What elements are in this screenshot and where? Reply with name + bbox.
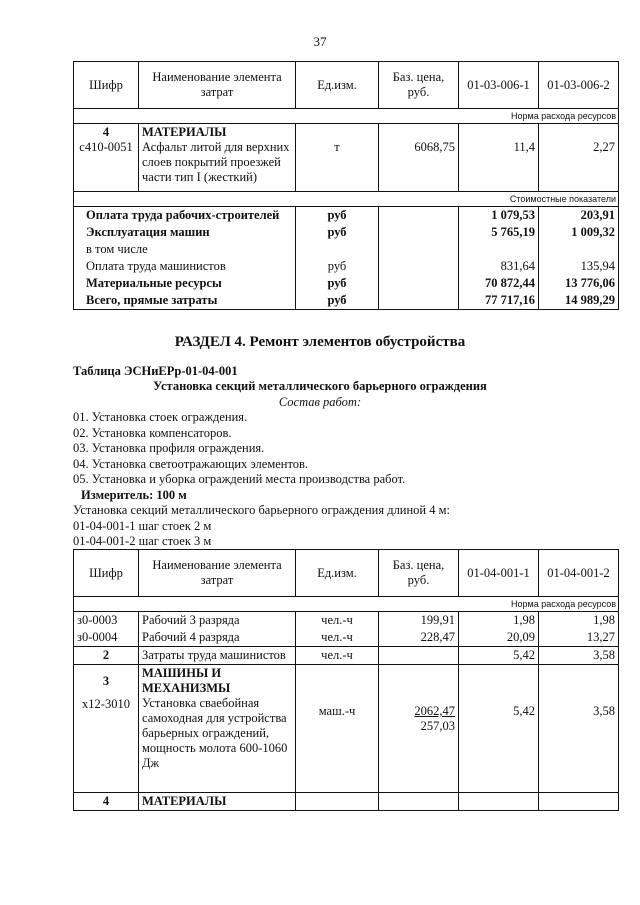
- machine-price-cell: [379, 665, 459, 793]
- variant: 01-04-001-1 шаг стоек 2 м: [73, 518, 212, 533]
- machine-price-labor: 257,03: [420, 719, 455, 733]
- row-unit: чел.-ч: [296, 612, 379, 630]
- cost-price: [379, 241, 459, 258]
- section-number: 4: [102, 125, 110, 139]
- row-price: 199,91: [379, 612, 459, 630]
- empty-cell: [459, 793, 539, 811]
- cost-value-1: 77 717,16: [459, 292, 539, 310]
- material-name-cell: [139, 124, 296, 192]
- cost-value-2: 13 776,06: [539, 275, 619, 292]
- cost-unit: [296, 241, 379, 258]
- norm-label: Норма расхода ресурсов: [74, 109, 619, 124]
- row-value-1: 5,42: [459, 647, 539, 665]
- row-price: [379, 647, 459, 665]
- cost-price: [379, 207, 459, 225]
- section-title: МАШИНЫ И МЕХАНИЗМЫ: [142, 666, 231, 695]
- header-code: Шифр: [74, 550, 139, 597]
- table-header-row: [74, 550, 619, 597]
- row-code: 2: [74, 647, 139, 665]
- cost-value-2: 135,94: [539, 258, 619, 275]
- works-list: [73, 410, 450, 550]
- section-heading: РАЗДЕЛ 4. Ремонт элементов обустройства: [174, 334, 466, 350]
- row-value-1: 20,09: [459, 629, 539, 647]
- table-reference: Таблица ЭСНиЕРр-01-04-001: [73, 364, 238, 378]
- machine-code: х12-3010: [82, 697, 130, 711]
- row-value-1: 1,98: [459, 612, 539, 630]
- section-title: МАТЕРИАЛЫ: [142, 125, 227, 139]
- cost-unit: руб: [296, 275, 379, 292]
- work-composition-title: Состав работ:: [278, 395, 362, 409]
- cost-price: [379, 258, 459, 275]
- cost-value-2: [539, 241, 619, 258]
- cost-row: [74, 275, 619, 292]
- cost-row: [74, 207, 619, 225]
- cost-unit: руб: [296, 258, 379, 275]
- header-base-price: Баз. цена, руб.: [379, 62, 459, 109]
- machine-name-cell: [139, 665, 296, 793]
- section-title: МАТЕРИАЛЫ: [139, 793, 296, 811]
- resource-row: [74, 612, 619, 630]
- cost-value-1: 5 765,19: [459, 224, 539, 241]
- cost-name: Оплата труда машинистов: [74, 258, 296, 275]
- row-value-2: 1,98: [539, 612, 619, 630]
- material-code-cell: [74, 124, 139, 192]
- cost-price: [379, 224, 459, 241]
- header-col2: 01-03-006-2: [539, 62, 619, 109]
- item-name: Асфальт литой для верхних слоев покрытий проезжей части тип I (жесткий): [142, 140, 290, 184]
- cost-unit: руб: [296, 207, 379, 225]
- cost-value-1: 70 872,44: [459, 275, 539, 292]
- description: Установка секций металлического барьерного ограждения длиной 4 м:: [73, 503, 451, 517]
- header-name: Наименование элемента затрат: [139, 550, 296, 597]
- item-code: с410-0051: [79, 140, 133, 154]
- machine-value-2: 3,58: [539, 665, 619, 793]
- row-price: 228,47: [379, 629, 459, 647]
- work-item: 05. Установка и уборка ограждений места производства работ.: [73, 472, 406, 486]
- section-number: 4: [74, 793, 139, 811]
- machine-name: Установка сваебойная самоходная для устройства барьерных ограждений, мощность молота 600-1060 Дж: [142, 696, 288, 770]
- cost-unit: руб: [296, 224, 379, 241]
- norm-label: Норма расхода ресурсов: [74, 597, 619, 612]
- cost-row: [74, 292, 619, 310]
- meter: Измеритель: 100 м: [81, 487, 187, 502]
- worker-rows: [74, 612, 619, 647]
- cost-row: [74, 258, 619, 275]
- cost-row: [74, 224, 619, 241]
- table-header-row: [74, 62, 619, 109]
- header-col1: 01-04-001-1: [459, 550, 539, 597]
- header-unit: Ед.изм.: [296, 62, 379, 109]
- item-value-1: 11,4: [459, 124, 539, 192]
- resource-table-1: [73, 61, 619, 310]
- machine-price: 2062,47: [414, 704, 455, 718]
- header-base-price: Баз. цена, руб.: [379, 550, 459, 597]
- item-price: 6068,75: [379, 124, 459, 192]
- cost-unit: руб: [296, 292, 379, 310]
- header-code: Шифр: [74, 62, 139, 109]
- row-name: Затраты труда машинистов: [139, 647, 296, 665]
- table-title: Установка секций металлического барьерного ограждения: [153, 379, 487, 393]
- cost-value-2: 203,91: [539, 207, 619, 225]
- resource-table-2: [73, 549, 619, 811]
- empty-cell: [379, 793, 459, 811]
- row-unit: чел.-ч: [296, 629, 379, 647]
- cost-row: [74, 241, 619, 258]
- cost-name: в том числе: [74, 241, 296, 258]
- machine-value-1: 5,42: [459, 665, 539, 793]
- item-value-2: 2,27: [539, 124, 619, 192]
- work-item: 01. Установка стоек ограждения.: [73, 410, 248, 424]
- empty-cell: [296, 793, 379, 811]
- cost-value-2: 1 009,32: [539, 224, 619, 241]
- empty-cell: [539, 793, 619, 811]
- cost-name: Эксплуатация машин: [74, 224, 296, 241]
- cost-value-2: 14 989,29: [539, 292, 619, 310]
- cost-price: [379, 292, 459, 310]
- header-unit: Ед.изм.: [296, 550, 379, 597]
- cost-label: Стоимостные показатели: [74, 192, 619, 207]
- header-name: Наименование элемента затрат: [139, 62, 296, 109]
- header-col2: 01-04-001-2: [539, 550, 619, 597]
- machine-code-cell: [74, 665, 139, 793]
- header-col1: 01-03-006-1: [459, 62, 539, 109]
- row-code: з0-0004: [74, 629, 139, 647]
- work-item: 03. Установка профиля ограждения.: [73, 441, 265, 455]
- row-name: Рабочий 4 разряда: [139, 629, 296, 647]
- row-value-2: 13,27: [539, 629, 619, 647]
- cost-name: Всего, прямые затраты: [74, 292, 296, 310]
- work-item: 02. Установка компенсаторов.: [73, 425, 232, 440]
- cost-value-1: [459, 241, 539, 258]
- section-number: 3: [102, 674, 110, 688]
- item-unit: т: [296, 124, 379, 192]
- row-code: з0-0003: [74, 612, 139, 630]
- cost-price: [379, 275, 459, 292]
- row-value-2: 3,58: [539, 647, 619, 665]
- cost-value-1: 1 079,53: [459, 207, 539, 225]
- cost-rows: [74, 207, 619, 310]
- row-name: Рабочий 3 разряда: [139, 612, 296, 630]
- machine-unit: маш.-ч: [296, 665, 379, 793]
- cost-name: Материальные ресурсы: [74, 275, 296, 292]
- resource-row: [74, 629, 619, 647]
- page-number: 37: [313, 34, 327, 49]
- work-item: 04. Установка светоотражающих элементов.: [73, 456, 309, 471]
- cost-name: Оплата труда рабочих-строителей: [74, 207, 296, 225]
- row-unit: чел.-ч: [296, 647, 379, 665]
- variant: 01-04-001-2 шаг стоек 3 м: [73, 534, 212, 548]
- cost-value-1: 831,64: [459, 258, 539, 275]
